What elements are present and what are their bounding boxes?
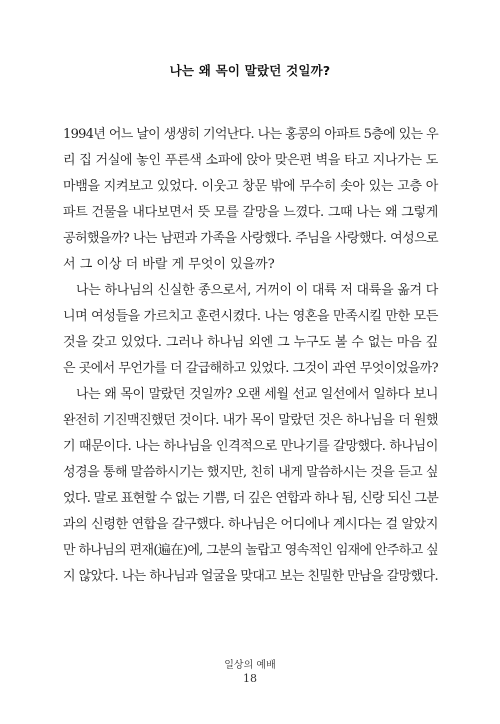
- text-line: 니며 여성들을 가르치고 훈련시켰다. 나는 영혼을 만족시킬 만한 모든: [63, 309, 438, 324]
- body-text: [63, 122, 438, 590]
- page-footer: [0, 659, 500, 686]
- text-line: 마뱀을 지켜보고 있었다. 이웃고 창문 밖에 무수히 솟아 있는 고층 아: [63, 179, 438, 194]
- text-line: 지 않았다. 나는 하나님과 얼굴을 맞대고 보는 친밀한 만남을 갈망했다.: [63, 569, 438, 584]
- page-title: 나는 왜 목이 말랐던 것일까?: [169, 63, 331, 78]
- text-line: 것을 갖고 있었다. 그러나 하나님 외엔 그 누구도 볼 수 없는 마음 깊: [63, 335, 438, 350]
- text-line: 서 그 이상 더 바랄 게 무엇이 있을까?: [63, 257, 275, 272]
- running-title: 일상의 예배: [224, 660, 276, 671]
- text-line: 성경을 통해 말씀하시기는 했지만, 친히 내게 말씀하시는 것을 듣고 싶: [63, 465, 438, 480]
- text-line: 나는 왜 목이 말랐던 것일까? 오랜 세월 선교 일선에서 일하다 보니: [76, 387, 438, 402]
- text-line: 공허했을까? 나는 남편과 가족을 사랑했다. 주님을 사랑했다. 여성으로: [63, 231, 438, 246]
- text-line: 었다. 말로 표현할 수 없는 기쁨, 더 깊은 연합과 하나 됨, 신랑 되신 그분: [63, 491, 439, 506]
- text-line: 은 곳에서 무언가를 더 갈급해하고 있었다. 그것이 과연 무엇이었을까?: [63, 361, 438, 376]
- text-line: 파트 건물을 내다보면서 뜻 모를 갈망을 느꼈다. 그때 나는 왜 그렇게: [63, 205, 438, 220]
- text-line: 완전히 기진맥진했던 것이다. 내가 목이 말랐던 것은 하나님을 더 원했: [63, 413, 438, 428]
- text-line: 만 하나님의 편재(遍在)에, 그분의 놀랍고 영속적인 임재에 안주하고 싶: [63, 543, 438, 558]
- text-line: 1994년 어느 날이 생생히 기억난다. 나는 홍콩의 아파트 5층에 있는 우: [63, 127, 438, 142]
- page-number: 18: [243, 672, 257, 685]
- text-line: 나는 하나님의 신실한 종으로서, 거꺼이 이 대륙 저 대륙을 옮겨 다: [76, 283, 438, 298]
- text-line: 리 집 거실에 놓인 푸른색 소파에 앉아 맞은편 벽을 타고 지나가는 도: [63, 153, 438, 168]
- text-line: 과의 신령한 연합을 갈구했다. 하나님은 어디에나 계시다는 걸 알았지: [63, 517, 438, 532]
- text-line: 기 때문이다. 나는 하나님을 인격적으로 만나기를 갈망했다. 하나님이: [63, 439, 438, 454]
